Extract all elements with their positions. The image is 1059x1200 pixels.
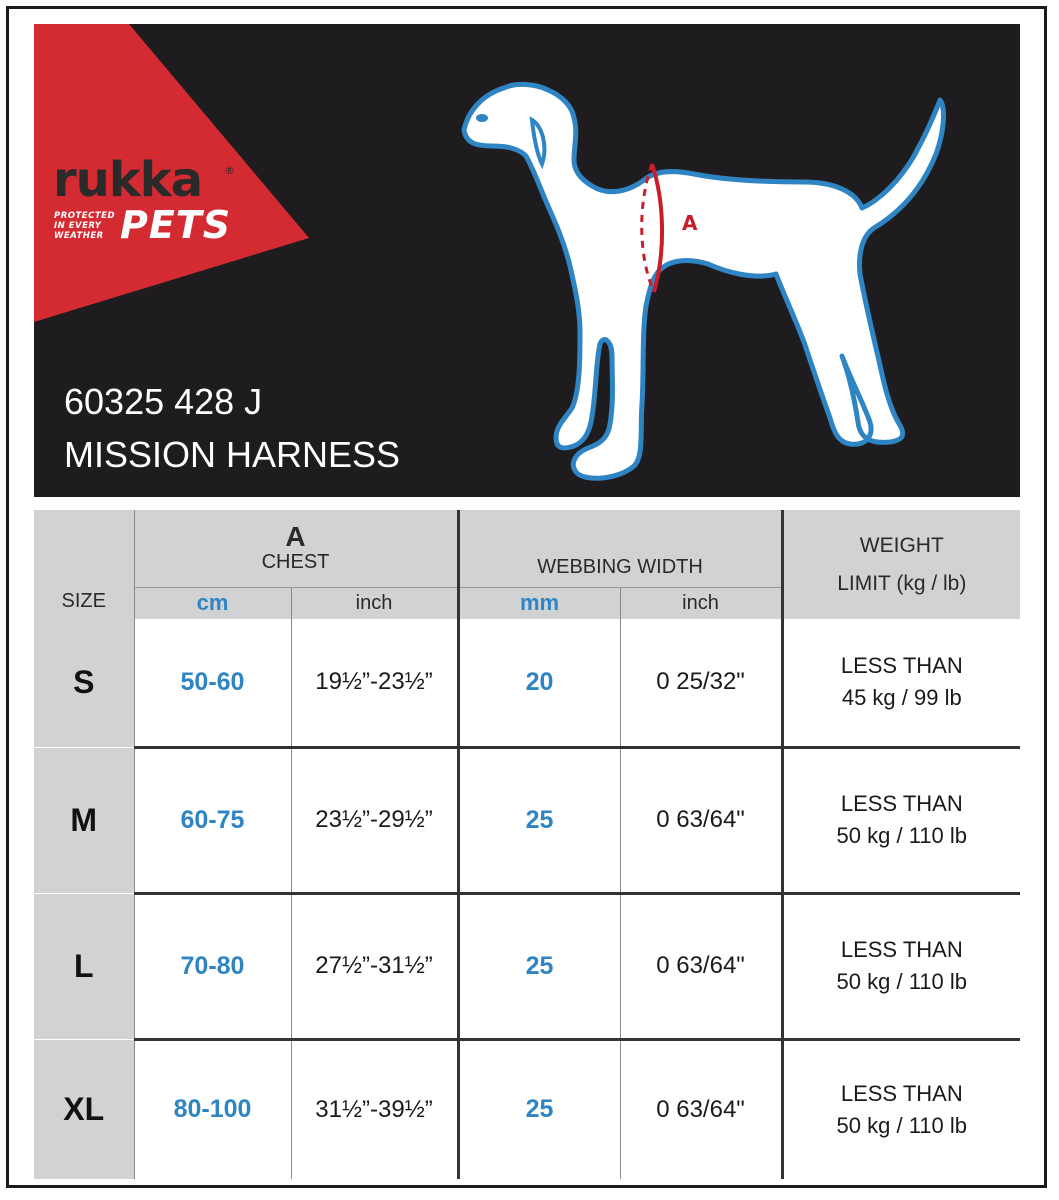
inch-subheader: inch xyxy=(620,587,782,619)
chest-letter: A xyxy=(285,520,306,552)
webbing-mm-value: 20 xyxy=(458,619,620,747)
weight-limit-value xyxy=(782,747,1020,893)
chest-cm-value: 70-80 xyxy=(134,893,291,1039)
weight-limit-line1: LESS THAN xyxy=(840,791,963,816)
tagline-line: PROTECTED xyxy=(54,211,116,221)
brand-wordmark: rukka xyxy=(53,152,203,208)
chest-cm-value: 80-100 xyxy=(134,1039,291,1179)
weight-limit-value xyxy=(782,1039,1020,1179)
chest-inch-value: 31½”-39½” xyxy=(291,1039,458,1179)
dog-silhouette-icon xyxy=(424,60,964,497)
weight-limit-line1: LESS THAN xyxy=(840,937,963,962)
product-code: 60325 428 J xyxy=(64,381,263,422)
chest-inch-value: 19½”-23½” xyxy=(291,619,458,747)
table-row xyxy=(34,893,1020,1039)
chest-cm-value: 50-60 xyxy=(134,619,291,747)
size-label: L xyxy=(34,893,134,1039)
weight-header-line1: WEIGHT xyxy=(859,533,944,557)
webbing-inch-value: 0 63/64" xyxy=(620,747,782,893)
weight-limit-value xyxy=(782,619,1020,747)
header-panel xyxy=(34,24,1020,497)
chest-column-header xyxy=(134,510,458,587)
cm-subheader: cm xyxy=(134,587,291,619)
weight-column-header xyxy=(782,510,1020,619)
chest-cm-value: 60-75 xyxy=(134,747,291,893)
size-label: M xyxy=(34,747,134,893)
webbing-column-header: WEBBING WIDTH xyxy=(458,510,782,587)
table-row xyxy=(34,1039,1020,1179)
webbing-mm-value: 25 xyxy=(458,747,620,893)
size-column-header: SIZE xyxy=(34,510,134,619)
webbing-inch-value: 0 63/64" xyxy=(620,1039,782,1179)
measure-label: A xyxy=(682,211,698,235)
chest-inch-value: 27½”-31½” xyxy=(291,893,458,1039)
chest-inch-value: 23½”-29½” xyxy=(291,747,458,893)
tagline-line: WEATHER xyxy=(54,231,104,241)
size-label: XL xyxy=(34,1039,134,1179)
weight-limit-line2: 50 kg / 110 lb xyxy=(836,969,968,994)
weight-limit-line2: 45 kg / 99 lb xyxy=(841,685,962,711)
inch-subheader: inch xyxy=(291,587,458,619)
webbing-inch-value: 0 63/64" xyxy=(620,893,782,1039)
table-row xyxy=(34,619,1020,747)
webbing-mm-value: 25 xyxy=(458,1039,620,1179)
weight-limit-line1: LESS THAN xyxy=(840,653,963,679)
tagline-line: IN EVERY xyxy=(54,221,102,231)
weight-header-line2: LIMIT (kg / lb) xyxy=(837,571,967,595)
weight-limit-line1: LESS THAN xyxy=(840,1080,963,1106)
size-label: S xyxy=(34,619,134,747)
brand-sub-name: PETS xyxy=(120,203,232,247)
weight-limit-value xyxy=(782,893,1020,1039)
mm-subheader: mm xyxy=(458,587,620,619)
webbing-mm-value: 25 xyxy=(458,893,620,1039)
product-name: MISSION HARNESS xyxy=(64,434,401,475)
webbing-inch-value: 0 25/32" xyxy=(620,619,782,747)
weight-limit-line2: 50 kg / 110 lb xyxy=(836,1112,968,1138)
registered-mark: ® xyxy=(224,164,235,177)
weight-limit-line2: 50 kg / 110 lb xyxy=(836,823,968,848)
chest-label: CHEST xyxy=(261,550,330,573)
table-row xyxy=(34,747,1020,893)
size-chart-table xyxy=(34,510,1020,1179)
